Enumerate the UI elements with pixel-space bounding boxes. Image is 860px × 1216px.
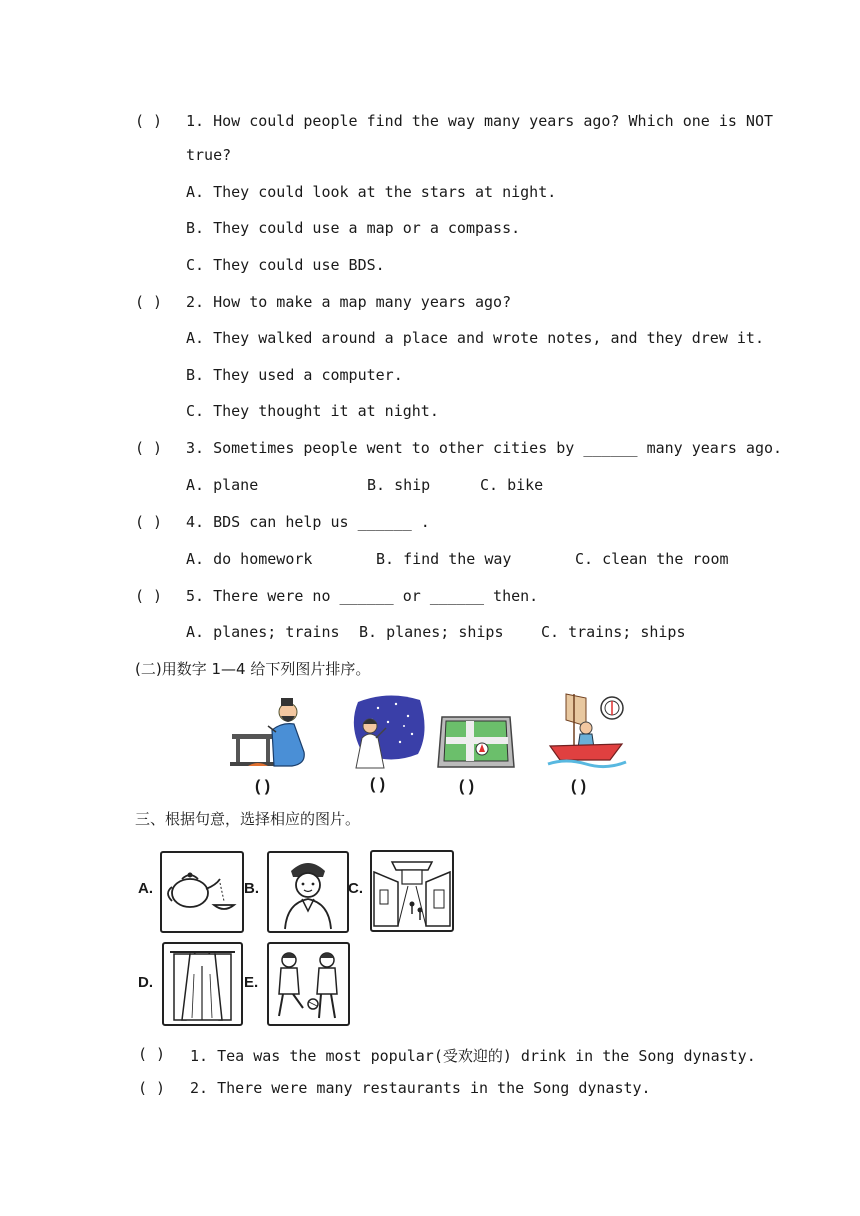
robe-picture[interactable] (162, 942, 243, 1026)
answer-blank[interactable]: ( ) (135, 439, 163, 457)
option-c: C. They could use BDS. (186, 256, 385, 274)
option-b: B. They used a computer. (186, 366, 403, 384)
option-c: C. bike (480, 476, 544, 494)
answer-blank[interactable]: ( ) (138, 1079, 166, 1097)
option-a: A. They walked around a place and wrote notes, and they drew it. (186, 329, 764, 347)
question-text: 1. Tea was the most popular(受欢迎的) drink in the Song dynasty. (190, 1047, 756, 1065)
person-picture[interactable] (267, 851, 349, 933)
question-stem: 1. How could people find the way many years ago? Which one is NOT (186, 112, 773, 130)
street-picture[interactable] (370, 850, 454, 932)
song-person-icon (269, 853, 347, 931)
order-blank-4[interactable]: ( ) (571, 778, 587, 795)
question-stem: 3. Sometimes people went to other cities by ______ many years ago. (186, 439, 783, 457)
cuju-players-icon (269, 944, 348, 1024)
cuju-picture[interactable] (267, 942, 350, 1026)
section-heading-ordering: (二)用数字 1—4 给下列图片排序。 (135, 660, 371, 678)
picture-label-e: E. (244, 974, 259, 991)
answer-blank[interactable]: ( ) (135, 587, 163, 605)
robe-icon (164, 944, 241, 1024)
order-blank-3[interactable]: ( ) (459, 778, 475, 795)
picture-label-b: B. (244, 880, 259, 897)
boat-compass-icon (546, 690, 628, 770)
picture-label-c: C. (348, 880, 363, 897)
option-b: B. ship (367, 476, 431, 494)
option-b: B. They could use a map or a compass. (186, 219, 521, 237)
option-c: C. trains; ships (541, 623, 686, 641)
answer-blank[interactable]: ( ) (138, 1045, 166, 1063)
section-heading-match: 三、根据句意，选择相应的图片。 (135, 810, 361, 828)
order-blank-2[interactable]: ( ) (370, 776, 386, 793)
option-a: A. plane (186, 476, 259, 494)
option-b: B. find the way (376, 550, 512, 568)
question-stem: 5. There were no ______ or ______ then. (186, 587, 539, 605)
option-c: C. clean the room (575, 550, 729, 568)
map-icon (436, 713, 516, 771)
teapot-icon (162, 853, 242, 931)
option-b: B. planes; ships (359, 623, 504, 641)
option-a: A. do homework (186, 550, 313, 568)
picture-label-d: D. (138, 974, 153, 991)
answer-blank[interactable]: ( ) (135, 513, 163, 531)
question-stem: 4. BDS can help us ______ . (186, 513, 430, 531)
question-stem-continued: true? (186, 146, 232, 164)
answer-blank[interactable]: ( ) (135, 293, 163, 311)
stargazer-icon (348, 692, 428, 772)
picture-label-a: A. (138, 880, 153, 897)
street-icon (372, 852, 452, 930)
scholar-writing-icon (228, 692, 312, 770)
option-c: C. They thought it at night. (186, 402, 439, 420)
question-text: 2. There were many restaurants in the Song dynasty. (190, 1079, 651, 1097)
question-stem: 2. How to make a map many years ago? (186, 293, 512, 311)
order-blank-1[interactable]: ( ) (255, 778, 271, 795)
option-a: A. They could look at the stars at night. (186, 183, 557, 201)
teapot-picture[interactable] (160, 851, 244, 933)
answer-blank[interactable]: ( ) (135, 112, 163, 130)
option-a: A. planes; trains (186, 623, 340, 641)
